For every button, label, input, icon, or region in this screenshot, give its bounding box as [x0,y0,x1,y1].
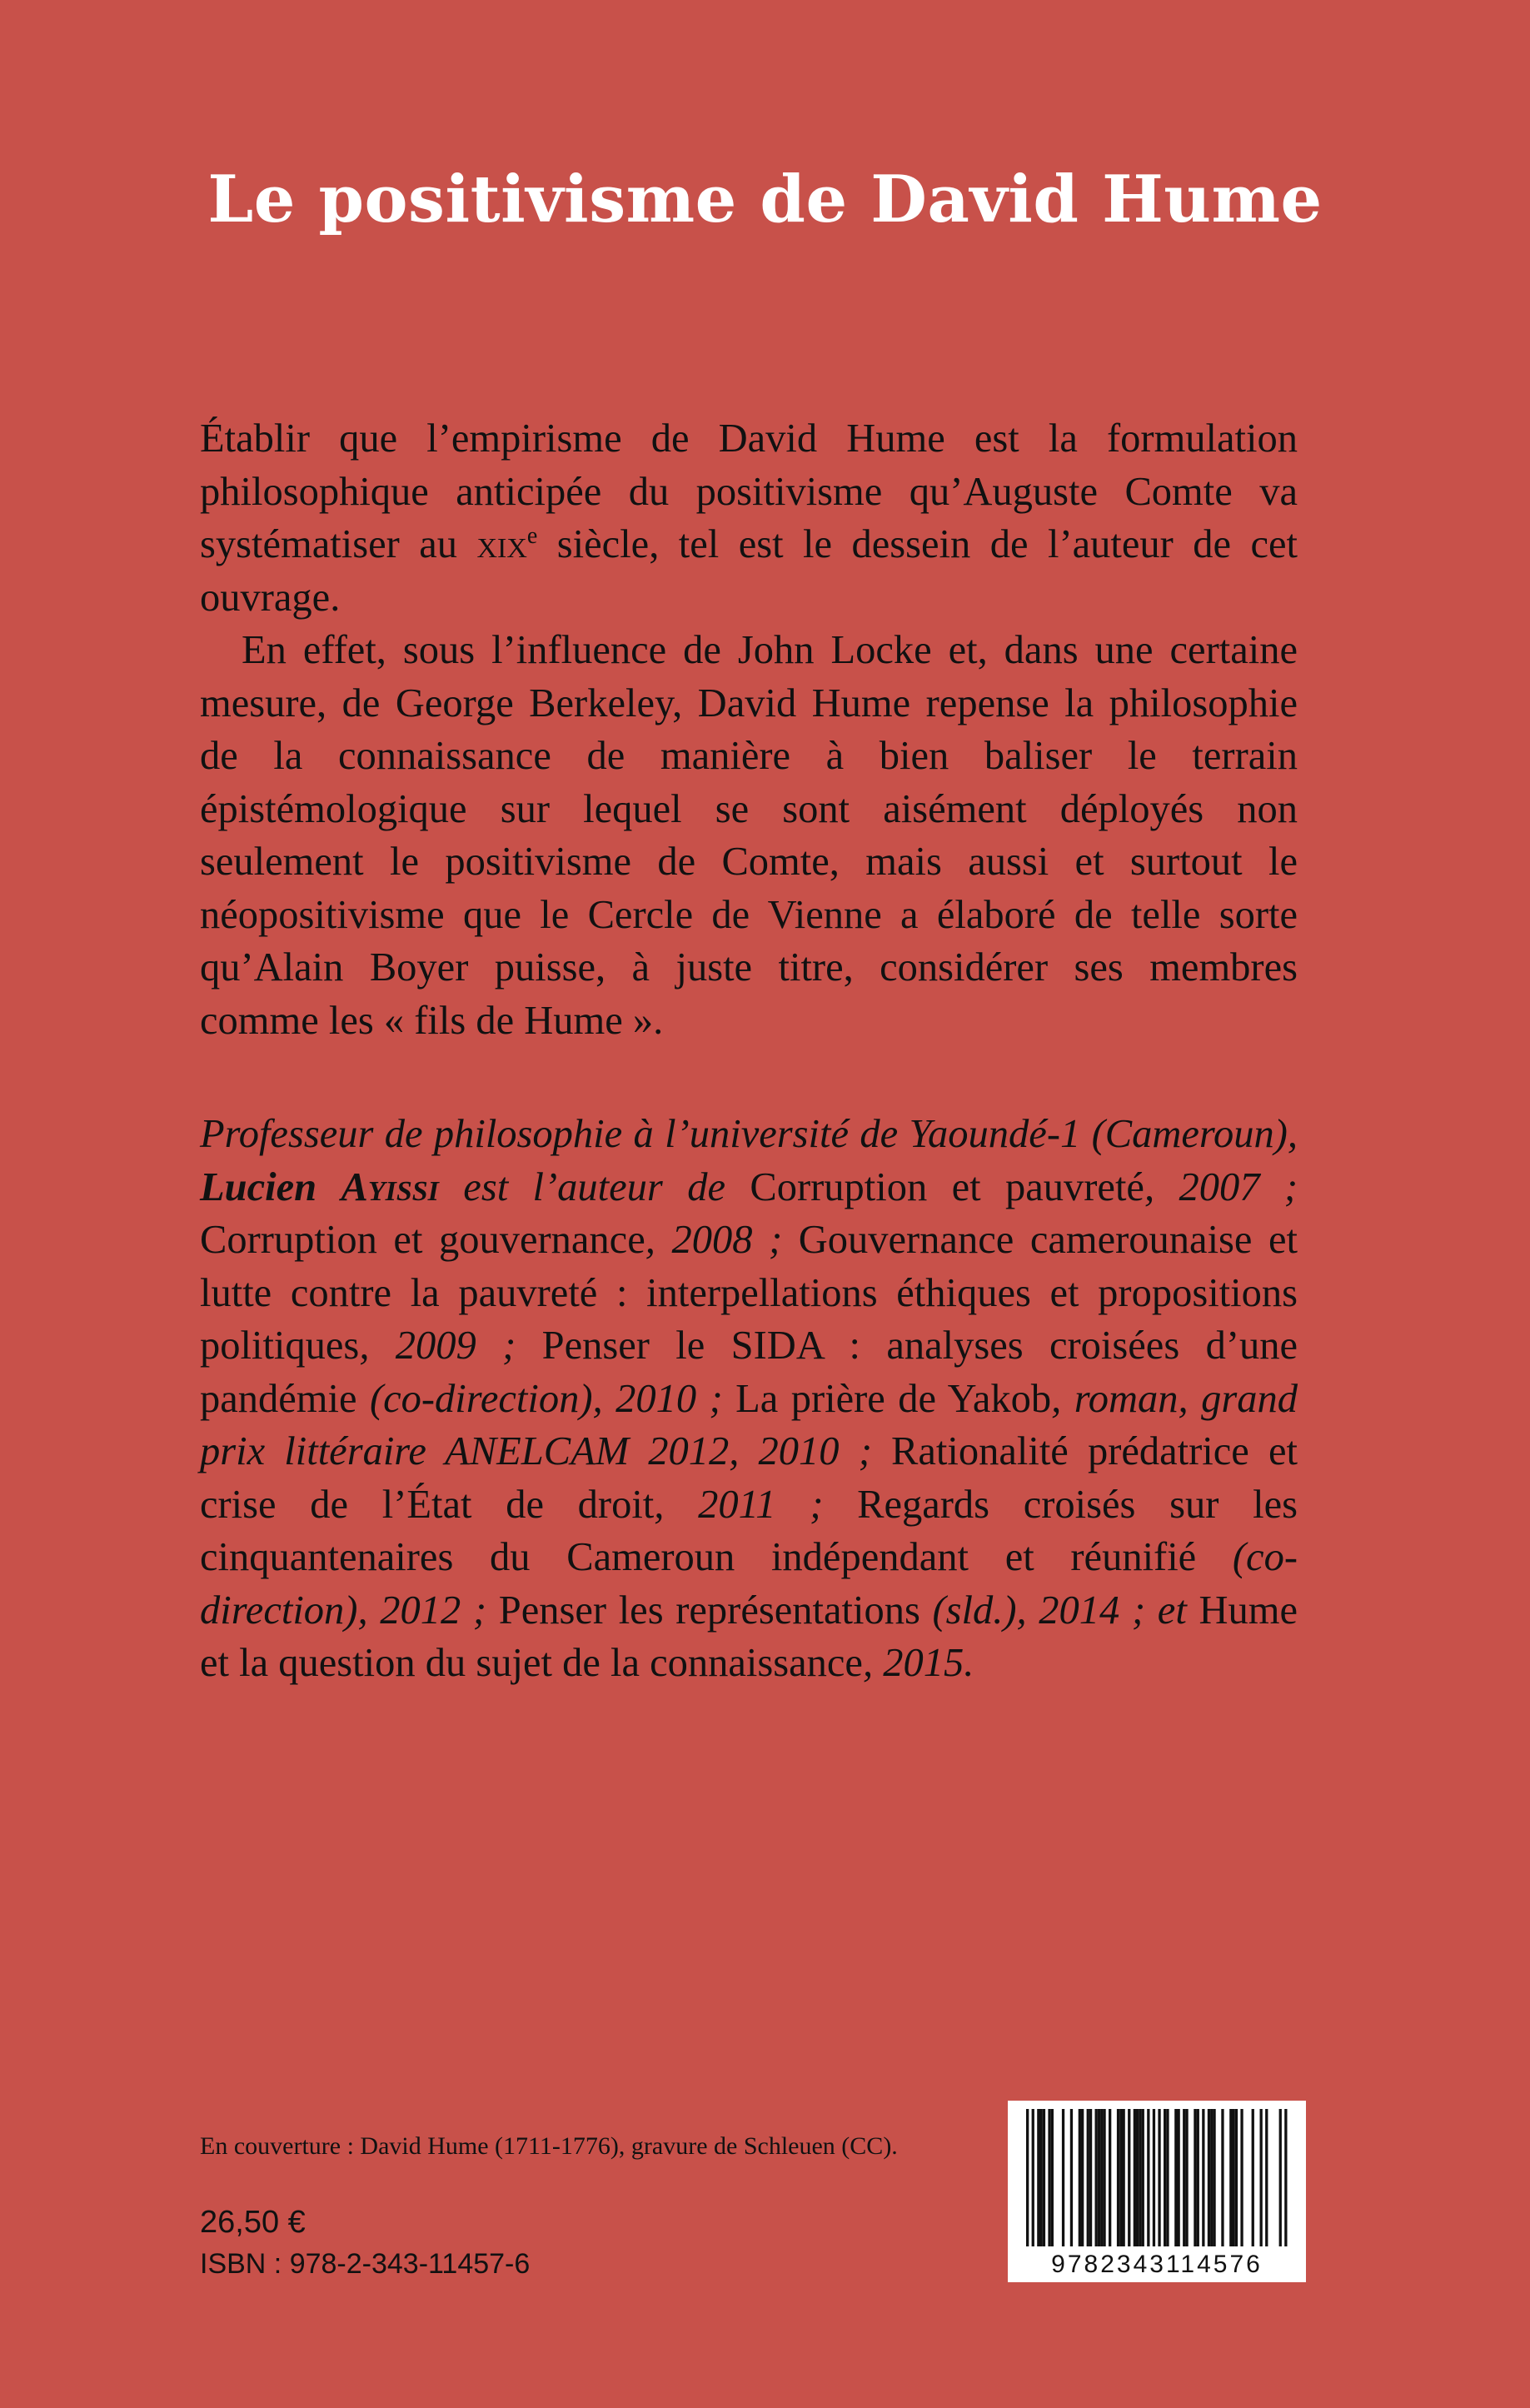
author-name [200,1165,439,1209]
barcode-bar [1174,2109,1177,2246]
barcode-graphic [1008,2101,1306,2282]
barcode-bar [1051,2109,1054,2246]
work-details: (co-direction), 2012 ; [200,1535,1298,1633]
barcode-bar [1213,2109,1215,2246]
barcode-bar [1062,2109,1064,2246]
barcode-bar [1164,2109,1166,2246]
barcode-bar [1043,2109,1045,2246]
century-numeral: xix [476,522,527,566]
barcode-bar [1103,2109,1105,2246]
barcode-bar [1040,2109,1043,2246]
barcode-digits: 9782343114576 [1051,2251,1263,2278]
barcode-bar [1178,2109,1180,2246]
work-title: La prière de Yakob [735,1376,1052,1421]
work-title: Penser les représentations [498,1588,920,1633]
barcode-bar [1194,2109,1196,2246]
work-title: Corruption et gouvernance [200,1218,645,1262]
synopsis-paragraph-2: En effet, sous l’influence de John Locke et, dans une certaine mesure, de George Berkeley, David Hume repense la philosophie de la connaissance de manière à bien baliser le terrain épistémologique sur lequel se sont aisément déployés non seulement le positivisme de Comte, mais aussi et surtout le néopositivisme que le Cercle de Vienne a élaboré de telle sorte qu’Alain Boyer puisse, à juste titre, considérer ses membres comme les « fils de Hume ». [200,628,1298,1043]
price: 26,50 € [200,2205,306,2240]
barcode-bar [1048,2109,1050,2246]
barcode-bar [1087,2109,1089,2246]
barcode-bars [1026,2109,1288,2246]
bio-is-author-of: est l’auteur de [438,1164,750,1209]
synopsis [200,412,1298,1047]
work-details: , roman, grand prix littéraire ANELCAM 2012, 2010 ; [200,1376,1298,1473]
synopsis-p1-start: Établir que l’empirisme de David Hume est la formulation philosophique anticipée du positivisme qu’Auguste Comte va systématiser au [200,416,1298,566]
work-title: Hume et la question du sujet de la connaissance [200,1588,1298,1685]
isbn: ISBN : 978-2-343-11457-6 [200,2248,531,2280]
barcode-bar [1147,2109,1149,2246]
barcode-bar [1070,2109,1073,2246]
barcode-bar [1240,2109,1243,2246]
barcode-bar [1284,2109,1287,2246]
work-details: , 2007 ; [1144,1164,1298,1209]
barcode-bar [1032,2109,1034,2246]
barcode-bar [1079,2109,1081,2246]
barcode [1008,2101,1306,2282]
work-details: , 2009 ; [359,1324,542,1368]
bio-intro: Professeur de philosophie à l’université de Yaoundé-1 (Cameroun), [200,1112,1298,1156]
author-bio-paragraph [200,1108,1298,1690]
barcode-bar [1208,2109,1210,2246]
work-details: (co-direction), 2010 ; [356,1376,736,1421]
barcode-bar [1235,2109,1238,2246]
barcode-bar [1037,2109,1039,2246]
work-details: , 2015. [862,1641,974,1685]
barcode-bar [1183,2109,1185,2246]
barcode-bar [1158,2109,1160,2246]
century-superscript: e [526,522,538,549]
cover-credit: En couverture : David Hume (1711-1776), gravure de Schleuen (CC). [200,2132,898,2160]
synopsis-p1-end: siècle, tel est le dessein de l’auteur de cet ouvrage. [200,522,1298,620]
barcode-bar [1117,2109,1119,2246]
barcode-bar [1229,2109,1232,2246]
barcode-bar [1100,2109,1103,2246]
barcode-bar [1109,2109,1111,2246]
work-title: Penser le SIDA : analyses croisées d’une pandémie [200,1324,1298,1421]
barcode-bar [1098,2109,1100,2246]
barcode-bar [1119,2109,1122,2246]
author-bio [200,1108,1298,1690]
work-title: Regards croisés sur les cinquantenaires du Cameroun indépendant et réunifié [200,1482,1298,1579]
barcode-bar [1026,2109,1029,2246]
work-details: (sld.), 2014 ; et [919,1588,1199,1633]
barcode-bar [1095,2109,1098,2246]
barcode-bar [1185,2109,1188,2246]
work-title: Rationalité prédatrice et crise de l’État de droit [200,1429,1298,1527]
barcode-bar [1252,2109,1254,2246]
barcode-bar [1153,2109,1155,2246]
synopsis-paragraph-1 [200,412,1298,624]
barcode-bar [1166,2109,1169,2246]
barcode-bar [1128,2109,1130,2246]
author-last-name: Ayissi [341,1164,439,1209]
barcode-bar [1134,2109,1136,2246]
book-title: Le positivisme de David Hume [207,162,1323,237]
barcode-bar [1260,2109,1263,2246]
barcode-bar [1279,2109,1282,2246]
barcode-bar [1136,2109,1139,2246]
barcode-bar [1081,2109,1084,2246]
barcode-bar [1202,2109,1204,2246]
work-details: , 2011 ; [654,1482,858,1527]
work-details: , 2008 ; [645,1218,799,1262]
barcode-bar [1233,2109,1235,2246]
barcode-bar [1265,2109,1268,2246]
barcode-bar [1221,2109,1224,2246]
barcode-bar [1089,2109,1092,2246]
work-title: Corruption et pauvreté [750,1164,1144,1209]
barcode-bar [1123,2109,1125,2246]
barcode-bar [1197,2109,1199,2246]
barcode-bar [1210,2109,1213,2246]
work-title: Gouvernance camerounaise et lutte contre la pauvreté : interpellations éthiques et propositions politiques [200,1218,1298,1368]
author-first-name: Lucien [200,1164,341,1209]
barcode-bar [1142,2109,1144,2246]
barcode-bar [1139,2109,1141,2246]
